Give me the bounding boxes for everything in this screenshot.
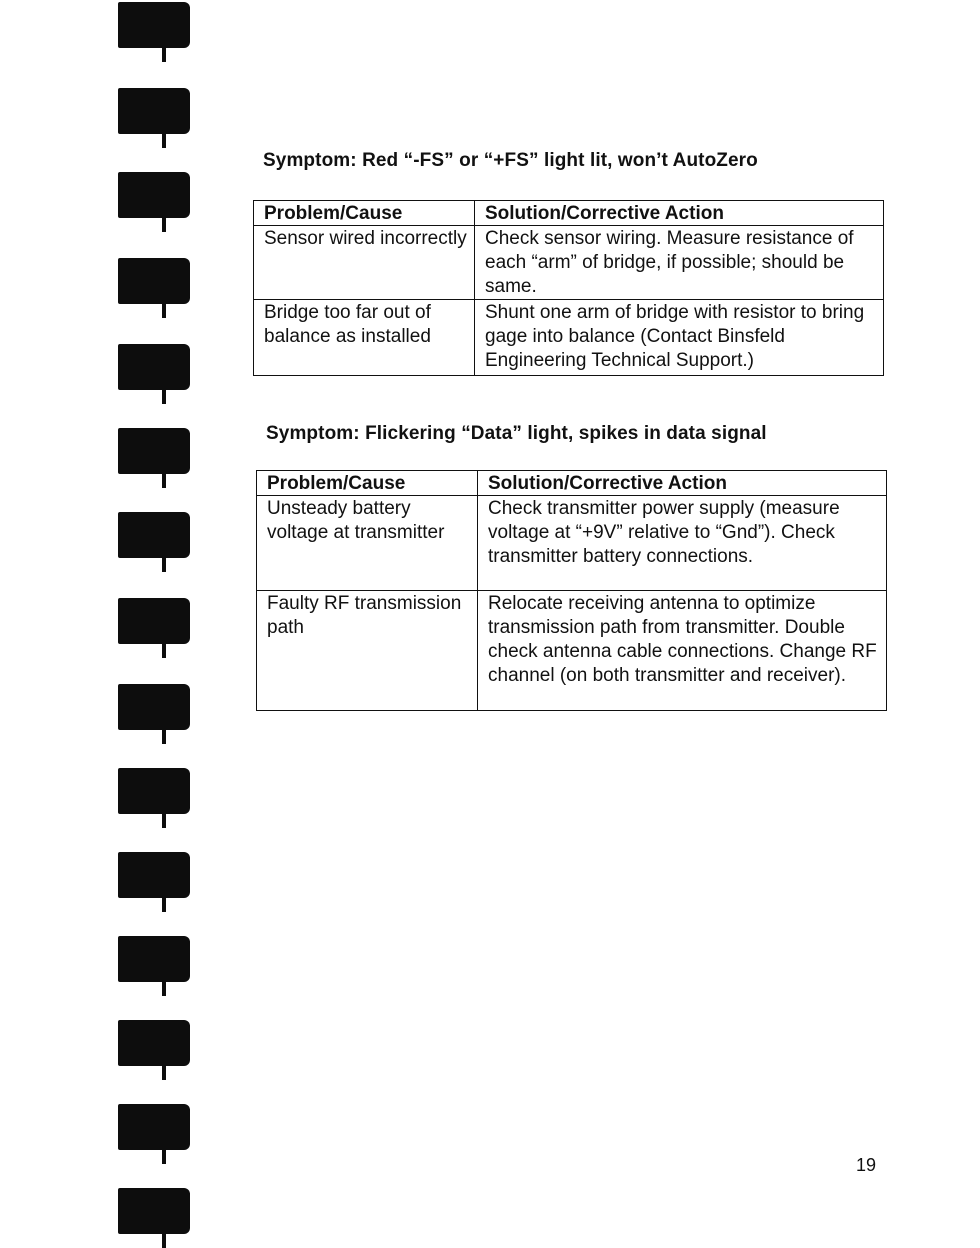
spiral-binding xyxy=(118,0,198,1237)
troubleshooting-table xyxy=(253,200,884,376)
binding-hole xyxy=(118,172,190,218)
page-number: 19 xyxy=(856,1155,877,1175)
table-row xyxy=(257,591,887,711)
binding-hole xyxy=(118,1020,190,1066)
binding-hole xyxy=(118,2,190,48)
binding-hole xyxy=(118,1188,190,1234)
symptom-heading: Symptom: Flickering “Data” light, spikes in data signal xyxy=(266,423,767,444)
symptom-heading: Symptom: Red “-FS” or “+FS” light lit, won’t AutoZero xyxy=(263,150,758,171)
table-header-row xyxy=(254,201,884,226)
binding-hole xyxy=(118,598,190,644)
cause-cell: Sensor wired incorrectly xyxy=(254,226,475,300)
column-header-cause: Problem/Cause xyxy=(254,201,475,226)
table-header-row xyxy=(257,471,887,496)
column-header-solution: Solution/Corrective Action xyxy=(478,471,887,496)
binding-hole xyxy=(118,1104,190,1150)
binding-hole xyxy=(118,258,190,304)
solution-cell: Shunt one arm of bridge with resistor to bring gage into balance (Contact Binsfeld Engineering Technical Support.) xyxy=(475,300,884,376)
solution-cell: Relocate receiving antenna to optimize transmission path from transmitter. Double check antenna cable connections. Change RF channel (on both transmitter and receiver). xyxy=(478,591,887,711)
binding-hole xyxy=(118,936,190,982)
binding-hole xyxy=(118,768,190,814)
binding-hole xyxy=(118,428,190,474)
cause-cell: Bridge too far out of balance as installed xyxy=(254,300,475,376)
column-header-solution: Solution/Corrective Action xyxy=(475,201,884,226)
binding-hole xyxy=(118,852,190,898)
cause-cell: Unsteady battery voltage at transmitter xyxy=(257,496,478,591)
solution-cell: Check sensor wiring. Measure resistance of each “arm” of bridge, if possible; should be same. xyxy=(475,226,884,300)
solution-cell: Check transmitter power supply (measure voltage at “+9V” relative to “Gnd”). Check transmitter battery connections. xyxy=(478,496,887,591)
binding-hole xyxy=(118,88,190,134)
table-row xyxy=(257,496,887,591)
cause-cell: Faulty RF transmission path xyxy=(257,591,478,711)
binding-hole xyxy=(118,512,190,558)
binding-hole xyxy=(118,344,190,390)
column-header-cause: Problem/Cause xyxy=(257,471,478,496)
troubleshooting-table xyxy=(256,470,887,711)
table-row xyxy=(254,226,884,300)
binding-hole xyxy=(118,684,190,730)
table-row xyxy=(254,300,884,376)
